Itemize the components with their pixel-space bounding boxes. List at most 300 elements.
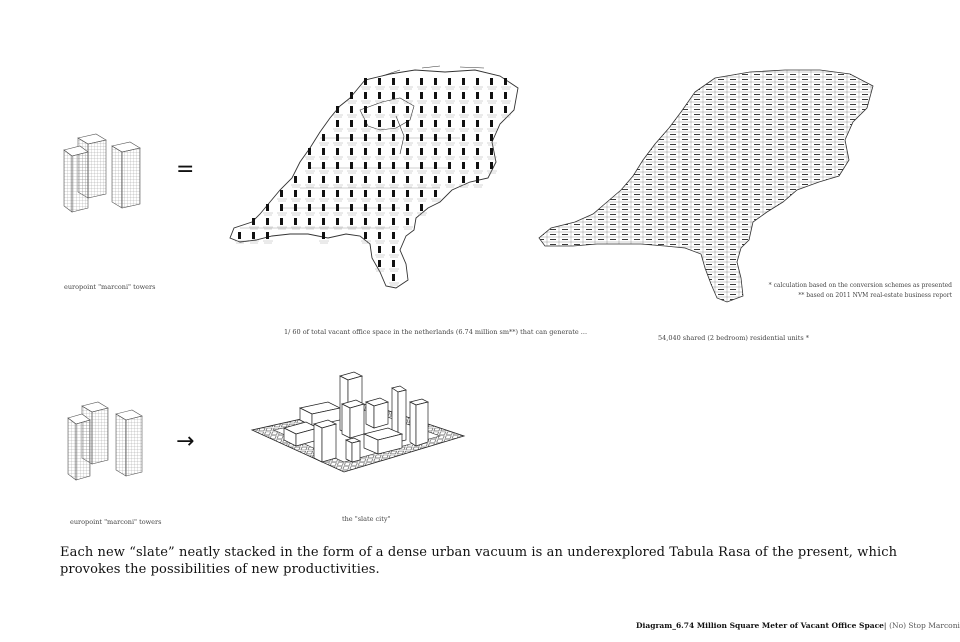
tower-marker [350,148,353,155]
tower-marker-base [333,213,343,215]
tower-marker [420,148,423,155]
tower-marker-base [501,87,511,89]
tower-marker [308,190,311,197]
tower-marker-base [417,171,427,173]
tower-marker [364,218,367,225]
tower-marker-base [389,143,399,145]
tower-marker-base [389,241,399,243]
tower-marker-base [361,143,371,145]
tower-marker-base [389,129,399,131]
tower-marker [392,78,395,85]
tower-marker [364,176,367,183]
tower-marker [350,176,353,183]
tower-marker-base [319,157,329,159]
tower-marker-base [445,129,455,131]
towers-caption-top: europoint "marconi" towers [64,283,156,291]
netherlands-map-towers [200,58,530,308]
tower-marker [350,204,353,211]
tower-marker [392,274,395,281]
tower-marker-base [333,115,343,117]
tower-marker [364,148,367,155]
tower-marker [406,92,409,99]
tower-marker [462,134,465,141]
tower-marker [406,190,409,197]
tower-marker [406,134,409,141]
tower-marker [448,92,451,99]
tower-marker-base [417,87,427,89]
tower-marker-base [375,115,385,117]
tower-marker-base [431,171,441,173]
tower-marker [308,176,311,183]
tower-marker-base [263,241,273,243]
tower-marker [350,218,353,225]
tower-marker [266,218,269,225]
tower-marker [252,232,255,239]
tower-marker [392,218,395,225]
tower-marker [476,176,479,183]
tower-marker [336,190,339,197]
tower-marker [448,78,451,85]
tower-marker-base [417,143,427,145]
tower-marker [448,162,451,169]
tower-marker-base [445,101,455,103]
tower-marker-base [431,143,441,145]
tower-marker [364,190,367,197]
tower-marker-base [445,157,455,159]
netherlands-outline [230,70,518,288]
tower-marker-base [263,213,273,215]
tower-marker [266,232,269,239]
tower-marker-base [417,129,427,131]
tower-marker [280,190,283,197]
tower-marker [448,134,451,141]
tower-marker-base [361,171,371,173]
tower-marker-base [347,213,357,215]
tower-marker [476,92,479,99]
footer-separator: | [883,621,887,630]
tower-marker-base [445,185,455,187]
tower-marker-base [389,269,399,271]
tower-marker [462,148,465,155]
tower-marker-base [319,199,329,201]
tower-marker [420,92,423,99]
netherlands-map-units [535,62,905,312]
tower-marker-base [291,213,301,215]
tower-marker [364,106,367,113]
tower-marker [392,92,395,99]
tower-marker-base [389,255,399,257]
tower-marker-base [459,157,469,159]
tower-marker [406,120,409,127]
tower-marker [420,120,423,127]
tower-marker-base [291,185,301,187]
tower-marker-base [431,157,441,159]
tower-marker-base [319,143,329,145]
tower-marker [378,162,381,169]
tower-marker [322,204,325,211]
tower-marker-base [431,199,441,201]
tower-marker [350,134,353,141]
marconi-towers-illustration-top [58,128,148,218]
tower-marker-base [473,129,483,131]
tower-marker-base [305,157,315,159]
tower-marker-base [403,227,413,229]
tower-marker-base [431,101,441,103]
tower-marker-base [389,199,399,201]
tower-marker [462,92,465,99]
tower-marker [490,78,493,85]
tower-marker-base [375,213,385,215]
equals-sign: = [176,157,195,182]
tower-marker-base [403,87,413,89]
tower-marker [350,120,353,127]
tower-marker-base [473,87,483,89]
tower-marker-base [487,171,497,173]
tower-marker-base [389,171,399,173]
tower-marker [378,190,381,197]
tower-marker [406,106,409,113]
tower-marker [448,148,451,155]
tower-marker-base [305,171,315,173]
tower-marker [308,162,311,169]
tower-marker [378,204,381,211]
map2-caption: 54,040 shared (2 bedroom) residential units * [658,334,809,342]
tower-marker [252,218,255,225]
tower-marker-base [305,185,315,187]
tower-marker [392,232,395,239]
tower-marker [462,162,465,169]
tower-marker-base [361,101,371,103]
tower-marker [392,134,395,141]
tower-marker-base [333,171,343,173]
tower-marker [336,106,339,113]
footnote-calculation: * calculation based on the conversion schemes as presented [768,282,952,289]
tower-marker-base [417,101,427,103]
tower-marker [420,134,423,141]
tower-marker-base [403,185,413,187]
footer-title: Diagram_6.74 Million Square Meter of Vacant Office Space [636,621,884,630]
tower-marker [378,218,381,225]
tower-marker [322,190,325,197]
tower-marker [280,218,283,225]
tower-marker-base [375,241,385,243]
tower-marker [462,120,465,127]
tower-marker-base [487,115,497,117]
tower-marker [336,218,339,225]
tower-marker-base [501,115,511,117]
tower-marker-base [487,87,497,89]
tower-marker [378,78,381,85]
tower-marker-base [403,143,413,145]
tower-marker-base [403,157,413,159]
tower-marker [406,162,409,169]
tower-marker [490,106,493,113]
slate-city-caption: the "slate city" [342,515,391,523]
tower-marker [490,148,493,155]
tower-marker-base [445,143,455,145]
tower-marker [406,148,409,155]
tower-marker [476,120,479,127]
tower-marker [364,120,367,127]
tower-marker [322,232,325,239]
tower-marker-base [249,241,259,243]
tower-marker [364,204,367,211]
tower-marker [420,204,423,211]
footer-subtitle: (No) Stop Marconi [889,621,960,630]
tower-marker [364,92,367,99]
tower-marker-base [459,87,469,89]
tower-marker-base [361,213,371,215]
tower-marker-base [375,87,385,89]
tower-marker-base [389,157,399,159]
tower-marker [434,120,437,127]
tower-marker-base [389,185,399,187]
tower-marker-base [361,129,371,131]
tower-marker-base [375,255,385,257]
tower-marker-base [347,171,357,173]
tower-marker [350,106,353,113]
tower-marker [392,120,395,127]
tower-marker [364,134,367,141]
tower-marker-base [417,157,427,159]
tower-marker [462,106,465,113]
tower-marker [476,106,479,113]
tower-marker [504,78,507,85]
tower-marker-base [347,129,357,131]
tower-marker-base [431,129,441,131]
tower-marker [322,218,325,225]
tower-marker [392,106,395,113]
tower-marker-base [375,185,385,187]
tower-marker [420,176,423,183]
tower-marker-base [375,171,385,173]
tower-marker-base [431,87,441,89]
tower-marker-base [389,87,399,89]
tower-marker [294,204,297,211]
tower-marker [420,78,423,85]
tower-marker [322,162,325,169]
tower-marker [462,176,465,183]
tower-marker-base [417,185,427,187]
tower-marker-base [459,101,469,103]
tower-marker-base [305,213,315,215]
tower-marker [434,176,437,183]
tower-marker [280,204,283,211]
body-paragraph: Each new “slate” neatly stacked in the form of a dense urban vacuum is an underexplored Tabula Rasa of the present, which provokes the possibilities of new productivities. [60,545,898,577]
tower-marker-base [347,185,357,187]
tower-marker-base [291,199,301,201]
tower-marker [462,78,465,85]
tower-marker [406,204,409,211]
tower-marker [392,204,395,211]
tower-marker-base [473,101,483,103]
tower-marker-base [347,101,357,103]
tower-marker [434,106,437,113]
tower-marker [476,134,479,141]
tower-marker-base [277,199,287,201]
tower-marker [336,204,339,211]
tower-marker [308,148,311,155]
tower-marker-base [403,129,413,131]
tower-marker-base [305,199,315,201]
tower-marker-base [487,101,497,103]
slate-city-axonometric [248,362,468,502]
tower-marker [294,218,297,225]
tower-marker-base [361,157,371,159]
tower-marker [322,176,325,183]
tower-marker [406,218,409,225]
tower-marker-base [431,185,441,187]
tower-marker [350,190,353,197]
tower-marker-base [389,283,399,285]
tower-marker-base [375,199,385,201]
tower-marker [392,260,395,267]
tower-marker [336,162,339,169]
tower-marker-base [319,241,329,243]
tower-marker [378,134,381,141]
tower-marker [294,190,297,197]
arrow-symbol: → [176,429,195,454]
tower-marker [322,148,325,155]
tower-marker [420,162,423,169]
tower-marker [364,162,367,169]
tower-marker [364,78,367,85]
tower-marker-base [375,157,385,159]
tower-marker-base [459,115,469,117]
tower-marker [448,176,451,183]
tower-marker-base [333,157,343,159]
tower-marker-base [473,185,483,187]
tower-marker [378,120,381,127]
tower-marker [490,120,493,127]
tower-marker [420,106,423,113]
tower-marker-base [403,213,413,215]
tower-marker-base [431,115,441,117]
tower-marker-base [319,185,329,187]
tower-marker-base [333,143,343,145]
tower-marker-base [389,101,399,103]
tower-marker [476,148,479,155]
tower-marker [434,92,437,99]
tower-marker-base [333,185,343,187]
tower-marker [350,162,353,169]
tower-marker-base [389,227,399,229]
tower-marker [336,148,339,155]
tower-marker-base [501,101,511,103]
tower-marker [378,176,381,183]
tower-marker [406,78,409,85]
tower-marker [266,204,269,211]
tower-marker-base [319,171,329,173]
tower-marker [336,176,339,183]
tower-marker-base [347,157,357,159]
tower-marker-base [473,157,483,159]
tower-marker [392,162,395,169]
tower-marker-base [473,143,483,145]
tower-marker [294,176,297,183]
tower-marker-base [347,115,357,117]
tower-marker [336,120,339,127]
tower-marker-base [347,143,357,145]
tower-marker [378,92,381,99]
tower-marker [476,78,479,85]
diagram-footer [636,621,960,630]
tower-marker-base [459,129,469,131]
tower-marker [504,92,507,99]
tower-marker-base [361,87,371,89]
tower-marker-base [361,199,371,201]
tower-marker [490,134,493,141]
tower-marker [434,78,437,85]
tower-marker-base [319,213,329,215]
towers-caption-bottom: europoint "marconi" towers [70,518,162,526]
tower-marker-base [445,115,455,117]
tower-marker [364,232,367,239]
tower-marker [392,190,395,197]
tower-marker [406,176,409,183]
tower-marker-base [389,115,399,117]
tower-marker [434,162,437,169]
tower-marker [322,134,325,141]
tower-marker [490,162,493,169]
tower-marker [378,246,381,253]
tower-marker-base [389,213,399,215]
tower-marker-base [445,171,455,173]
tower-marker-base [375,143,385,145]
tower-marker [504,106,507,113]
tower-marker [378,148,381,155]
tower-marker [490,92,493,99]
tower-marker [392,176,395,183]
tower-marker [434,190,437,197]
tower-marker [434,148,437,155]
tower-marker [392,246,395,253]
tower-marker-base [459,143,469,145]
tower-marker-base [403,199,413,201]
tower-marker-base [333,199,343,201]
tower-marker [448,106,451,113]
tower-marker-base [487,129,497,131]
tower-marker [420,190,423,197]
tower-marker [378,106,381,113]
tower-marker [238,232,241,239]
tower-marker-base [445,87,455,89]
tower-marker-base [459,171,469,173]
tower-marker [378,232,381,239]
tower-marker [378,260,381,267]
tower-marker [336,134,339,141]
marconi-towers-illustration-bottom [62,398,152,488]
tower-marker-base [473,115,483,117]
tower-marker-base [417,115,427,117]
tower-marker [476,162,479,169]
tower-marker [434,134,437,141]
footnote-nvm-report: ** based on 2011 NVM real-estate business report [798,292,952,299]
tower-marker [308,218,311,225]
tower-marker-base [277,213,287,215]
tower-marker-base [361,185,371,187]
tower-marker-base [375,269,385,271]
tower-marker [308,204,311,211]
tower-marker-base [333,129,343,131]
tower-marker [350,92,353,99]
map1-caption: 1/ 60 of total vacant office space in the netherlands (6.74 million sm**) that can generate ... [284,328,588,336]
tower-marker-base [417,199,427,201]
tower-marker-base [403,171,413,173]
tower-marker [392,148,395,155]
tower-marker-base [473,171,483,173]
tower-marker [448,120,451,127]
